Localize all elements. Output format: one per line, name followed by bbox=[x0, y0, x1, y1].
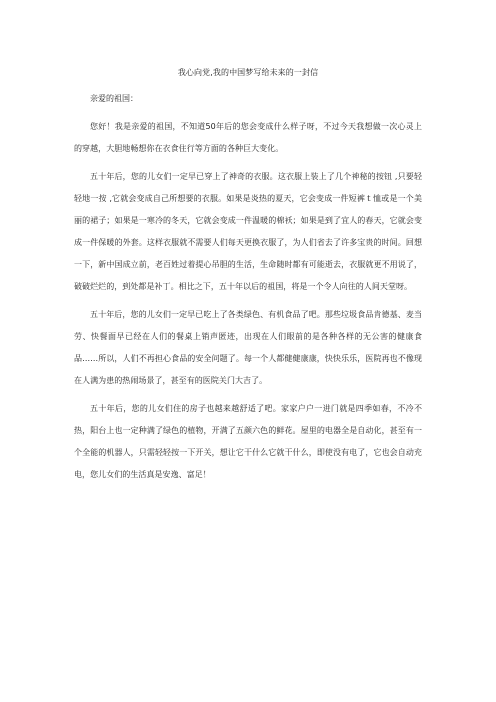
document-body bbox=[74, 66, 422, 492]
paragraph-4: 五十年后，您的儿女们住的房子也越来越舒适了吧。家家户户一进门就是四季如春，不冷不热，阳台上也一定种满了绿色的植物，开满了五颜六色的鲜花。屋里的电器全是自动化，甚至有一个全能的机器人，只需轻轻按一下开关，想让它干什么它就干什么，即使没有电了，它也会自动充电，您儿女们的生活真是安逸、富足！ bbox=[74, 404, 422, 479]
paragraph-3: 五十年后，您的儿女们一定早已吃上了各类绿色、有机食品了吧。那些垃圾食品肯德基、麦当劳、快餐面早已经在人们的餐桌上销声匿迹，出现在人们眼前的是各种各样的无公害的健康食品……所以，人们不再担心食品的安全问题了。每一个人都健健康康，快快乐乐，医院再也不像现在人满为患的热闹场景了，甚至有的医院关门大吉了。 bbox=[74, 310, 422, 385]
paragraph-1: 您好！我是亲爱的祖国，不知道50年后的您会变成什么样子呀，不过今天我想做一次心灵上的穿越，大胆地畅想你在衣食住行等方面的各种巨大变化。 bbox=[74, 122, 422, 153]
paragraph-2: 五十年后，您的儿女们一定早已穿上了神奇的衣服。这衣服上装上了几个神秘的按钮 ,只要轻轻地一按 ,它就会变成自己所想要的衣服。如果是炎热的夏天，它会变成一件短裤ｔ恤或是一个美丽的裙子；如果是一寒冷的冬天，它就会变成一件温暖的棉袄；如果是到了宜人的春天，它就会变成一件保暖的外套。这样衣服就不需要人们每天更换衣服了，为人们省去了许多宝贵的时间。回想一下，新中国成立前，老百姓过着提心吊胆的生活，生命随时都有可能逝去，衣服就更不用说了，破破烂烂的，到处都是补丁。相比之下，五十年以后的祖国，将是一个令人向往的人间天堂呀。 bbox=[74, 172, 422, 291]
letter-greeting: 亲爱的祖国： bbox=[90, 94, 138, 103]
document-title: 我心向党,我的中国梦写给未来的一封信 bbox=[177, 68, 319, 77]
